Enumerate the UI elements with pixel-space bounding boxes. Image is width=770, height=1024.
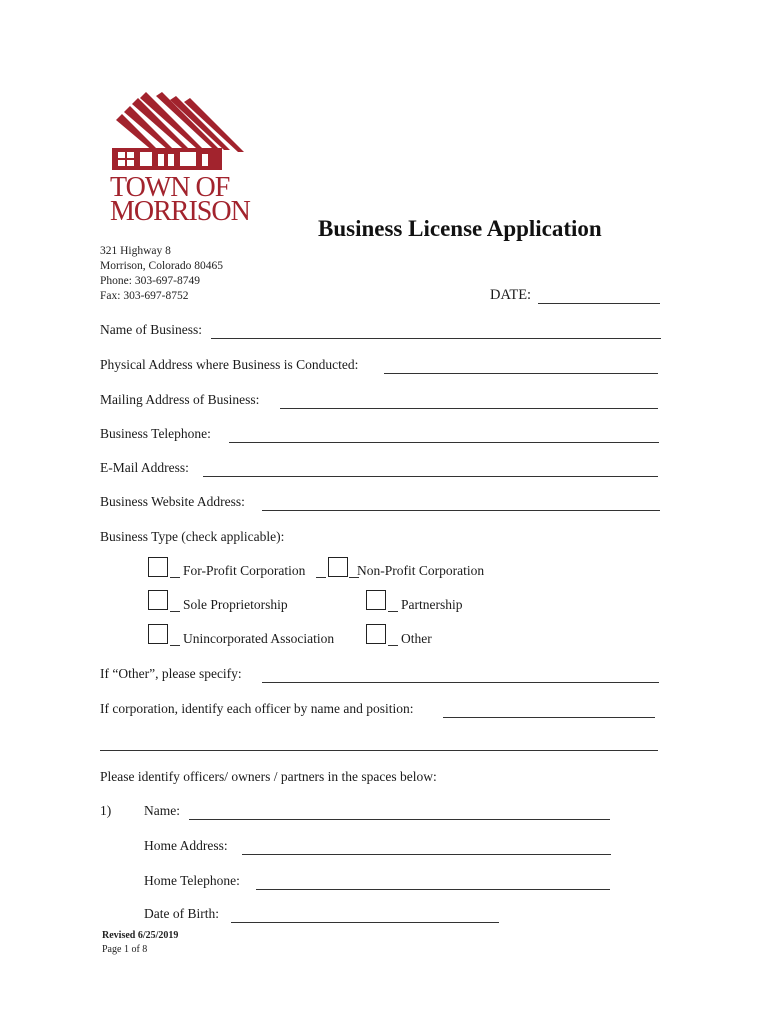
town-logo (110, 92, 252, 227)
officers-question-label: If corporation, identify each officer by name and position: (100, 701, 414, 716)
officer-1-phone-field[interactable] (256, 873, 610, 890)
officer-1-name-label: Name: (144, 803, 180, 818)
for-profit-checkbox[interactable] (148, 557, 168, 577)
page-number: Page 1 of 8 (102, 944, 148, 955)
email-label: E-Mail Address: (100, 460, 189, 475)
date-field[interactable] (538, 287, 660, 304)
business-type-label: Business Type (check applicable): (100, 529, 285, 544)
checkbox-underline (170, 611, 180, 612)
other-specify-label: If “Other”, please specify: (100, 666, 242, 681)
address-phone: Phone: 303-697-8749 (100, 275, 200, 287)
logo-building-graphic (110, 92, 252, 172)
address-fax: Fax: 303-697-8752 (100, 290, 189, 302)
checkbox-underline (170, 577, 180, 578)
partnership-label: Partnership (401, 597, 463, 612)
sole-prop-checkbox[interactable] (148, 590, 168, 610)
unincorporated-checkbox[interactable] (148, 624, 168, 644)
officer-1-address-field[interactable] (242, 838, 611, 855)
page-title: Business License Application (318, 216, 602, 241)
sole-prop-label: Sole Proprietorship (183, 597, 288, 612)
officer-1-phone-label: Home Telephone: (144, 873, 240, 888)
website-label: Business Website Address: (100, 494, 245, 509)
officer-1-dob-label: Date of Birth: (144, 906, 219, 921)
address-block (100, 244, 223, 304)
email-field[interactable] (203, 460, 658, 477)
non-profit-label: Non-Profit Corporation (357, 563, 485, 578)
telephone-label: Business Telephone: (100, 426, 211, 441)
telephone-field[interactable] (229, 426, 659, 443)
business-name-field[interactable] (211, 322, 661, 339)
logo-line-2: MORRISON (110, 196, 250, 227)
business-name-label: Name of Business: (100, 322, 202, 337)
officer-1-address-label: Home Address: (144, 838, 228, 853)
other-checkbox[interactable] (366, 624, 386, 644)
mailing-address-label: Mailing Address of Business: (100, 392, 260, 407)
address-street: 321 Highway 8 (100, 245, 171, 257)
physical-address-label: Physical Address where Business is Conducted: (100, 357, 359, 372)
unincorporated-label: Unincorporated Association (183, 631, 335, 646)
officer-1-dob-field[interactable] (231, 906, 499, 923)
logo-line-1: TOWN OF (110, 172, 230, 203)
officers-field[interactable] (443, 701, 655, 718)
website-field[interactable] (262, 494, 660, 511)
for-profit-label: For-Profit Corporation (183, 563, 306, 578)
checkbox-underline (388, 611, 398, 612)
partnership-checkbox[interactable] (366, 590, 386, 610)
physical-address-field[interactable] (384, 357, 658, 374)
revised-date: Revised 6/25/2019 (102, 930, 179, 941)
officer-1-name-field[interactable] (189, 803, 610, 820)
checkbox-underline (316, 577, 326, 578)
officers-field-continued[interactable] (100, 734, 658, 751)
officers-intro-label: Please identify officers/ owners / partners in the spaces below: (100, 769, 437, 784)
other-specify-field[interactable] (262, 666, 659, 683)
mailing-address-field[interactable] (280, 392, 658, 409)
checkbox-underline (388, 645, 398, 646)
non-profit-checkbox[interactable] (328, 557, 348, 577)
checkbox-underline (170, 645, 180, 646)
officer-1-number: 1) (100, 803, 112, 818)
date-label: DATE: (490, 287, 532, 303)
address-city: Morrison, Colorado 80465 (100, 260, 223, 272)
other-label: Other (401, 631, 432, 646)
